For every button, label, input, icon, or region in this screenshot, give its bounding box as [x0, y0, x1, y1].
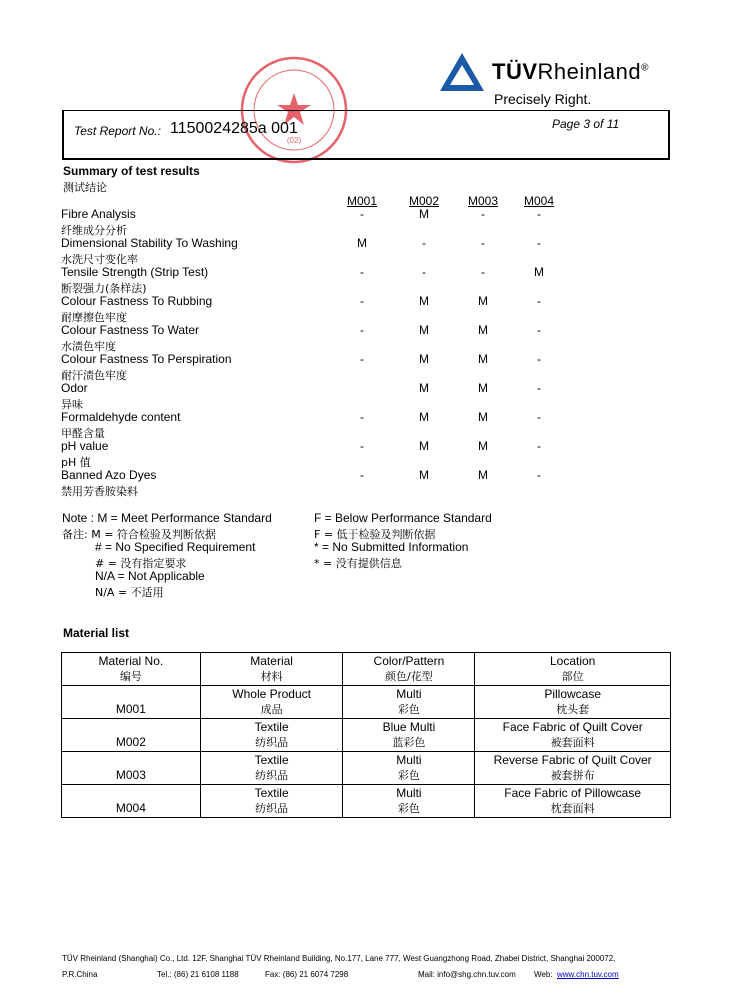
summary-title-cn: 测试结论: [63, 181, 107, 194]
result-cell: M: [419, 439, 429, 453]
result-cell: M: [419, 381, 429, 395]
result-cell: M: [478, 352, 488, 366]
note-line-cn: # = 没有指定要求: [95, 557, 187, 570]
table-row: [62, 686, 671, 719]
test-item-name: Colour Fastness To Rubbing: [61, 294, 213, 308]
test-item-name-cn: 纤维成分分析: [61, 224, 127, 237]
result-cell: -: [537, 352, 541, 366]
brand-tagline: Precisely Right.: [494, 91, 592, 107]
result-cell: -: [537, 236, 541, 250]
table-header-row: [62, 653, 671, 686]
result-cell: -: [481, 207, 485, 221]
test-item-name: Fibre Analysis: [61, 207, 136, 221]
material-no-cell: M002: [62, 719, 201, 752]
table-row: [62, 719, 671, 752]
result-cell: -: [537, 294, 541, 308]
test-item-name-cn: 水洗尺寸变化率: [61, 253, 138, 266]
result-cell: -: [360, 207, 364, 221]
header-cell: Material 材料: [200, 653, 343, 686]
result-cell: -: [360, 352, 364, 366]
note-line: N/A = Not Applicable: [95, 569, 205, 583]
material-table: [61, 652, 671, 818]
header-cell: Material No. 编号: [62, 653, 201, 686]
footer-fax: Fax: (86) 21 6074 7298: [265, 970, 349, 979]
footer-web-link[interactable]: www.chn.tuv.com: [557, 970, 619, 979]
result-cell: -: [360, 410, 364, 424]
test-item-name-cn: 耐摩擦色牢度: [61, 311, 127, 324]
note-line: F = Below Performance Standard: [314, 511, 492, 525]
result-cell: M: [478, 323, 488, 337]
color-cell: Blue Multi 蓝彩色: [343, 719, 475, 752]
table-row: [62, 752, 671, 785]
material-no-cell: M004: [62, 785, 201, 818]
test-item-name: pH value: [61, 439, 109, 453]
summary-title: Summary of test results: [63, 164, 200, 178]
result-cell: -: [481, 265, 485, 279]
test-item-name: Banned Azo Dyes: [61, 468, 157, 482]
footer-tel: Tel.: (86) 21 6108 1188: [157, 970, 239, 979]
result-cell: -: [537, 439, 541, 453]
footer-web-label: Web:: [534, 970, 553, 979]
color-cell: Multi 彩色: [343, 752, 475, 785]
result-cell: -: [360, 323, 364, 337]
result-cell: -: [360, 265, 364, 279]
test-item-name: Formaldehyde content: [61, 410, 181, 424]
result-cell: -: [422, 236, 426, 250]
result-cell: M: [534, 265, 544, 279]
report-number: 1150024285a 001: [170, 120, 298, 137]
col-header-m003: M003: [467, 194, 499, 208]
result-cell: -: [360, 294, 364, 308]
result-cell: M: [478, 410, 488, 424]
result-cell: M: [478, 439, 488, 453]
test-item-name: Dimensional Stability To Washing: [61, 236, 238, 250]
location-cell: Face Fabric of Quilt Cover 被套面料: [475, 719, 671, 752]
triangle-logo-icon: [438, 51, 486, 93]
footer-mail: Mail: info@shg.chn.tuv.com: [418, 970, 516, 979]
note-line-cn: * = 没有提供信息: [314, 557, 402, 570]
location-cell: Pillowcase 枕头套: [475, 686, 671, 719]
test-item-name-cn: 禁用芳香胺染料: [61, 485, 138, 498]
note-line-cn: 备注: M = 符合检验及判断依据: [62, 528, 216, 541]
result-cell: -: [537, 410, 541, 424]
test-item-name-cn: 水渍色牢度: [61, 340, 116, 353]
svg-text:(02): (02): [286, 136, 302, 145]
result-cell: -: [537, 468, 541, 482]
test-item-name: Colour Fastness To Perspiration: [61, 352, 232, 366]
col-header-m002: M002: [408, 194, 440, 208]
tuv-logo: [438, 45, 678, 115]
result-cell: -: [360, 439, 364, 453]
material-cell: Textile 纺织品: [200, 785, 343, 818]
result-cell: M: [419, 468, 429, 482]
result-cell: M: [419, 352, 429, 366]
page-number: Page 3 of 11: [552, 117, 620, 131]
test-item-name: Odor: [61, 381, 88, 395]
material-cell: Textile 纺织品: [200, 752, 343, 785]
result-cell: -: [537, 323, 541, 337]
material-no-cell: M001: [62, 686, 201, 719]
result-cell: M: [478, 381, 488, 395]
header-cell: Color/Pattern 颜色/花型: [343, 653, 475, 686]
result-cell: -: [537, 207, 541, 221]
note-line-cn: F = 低于检验及判断依据: [314, 528, 436, 541]
note-line: * = No Submitted Information: [314, 540, 469, 554]
footer-country: P.R.China: [62, 970, 98, 979]
report-number-label: Test Report No.:: [74, 124, 161, 138]
test-item-name: Colour Fastness To Water: [61, 323, 200, 337]
note-line: # = No Specified Requirement: [95, 540, 256, 554]
result-cell: -: [422, 265, 426, 279]
color-cell: Multi 彩色: [343, 785, 475, 818]
col-header-m001: M001: [346, 194, 378, 208]
header-cell: Location 部位: [475, 653, 671, 686]
result-cell: -: [481, 236, 485, 250]
result-cell: M: [419, 410, 429, 424]
material-no-cell: M003: [62, 752, 201, 785]
material-cell: Textile 纺织品: [200, 719, 343, 752]
test-item-name-cn: 异味: [61, 398, 83, 411]
test-item-name: Tensile Strength (Strip Test): [61, 265, 209, 279]
table-row: [62, 785, 671, 818]
location-cell: Face Fabric of Pillowcase 枕套面料: [475, 785, 671, 818]
result-cell: M: [357, 236, 367, 250]
color-cell: Multi 彩色: [343, 686, 475, 719]
result-cell: M: [419, 323, 429, 337]
result-cell: -: [360, 468, 364, 482]
material-cell: Whole Product 成品: [200, 686, 343, 719]
footer-address: TÜV Rheinland (Shanghai) Co., Ltd. 12F, Shanghai TÜV Rheinland Building, No.177, Lane 777, West Guangzhong Road, Zhabei District, Shanghai 200072,: [62, 954, 616, 963]
note-line-cn: N/A = 不适用: [95, 586, 164, 599]
col-header-m004: M004: [523, 194, 555, 208]
result-cell: M: [478, 294, 488, 308]
brand-name: TÜVRheinland®: [492, 59, 649, 84]
test-item-name-cn: pH 值: [61, 456, 91, 469]
result-cell: M: [419, 294, 429, 308]
material-list-title: Material list: [63, 626, 130, 640]
test-item-name-cn: 耐汗渍色牢度: [61, 369, 127, 382]
result-cell: M: [419, 207, 429, 221]
test-item-name-cn: 断裂强力(条样法): [61, 282, 147, 295]
test-item-name-cn: 甲醛含量: [61, 427, 105, 440]
note-line: Note : M = Meet Performance Standard: [62, 511, 272, 525]
result-cell: M: [478, 468, 488, 482]
result-cell: -: [537, 381, 541, 395]
location-cell: Reverse Fabric of Quilt Cover 被套拼布: [475, 752, 671, 785]
